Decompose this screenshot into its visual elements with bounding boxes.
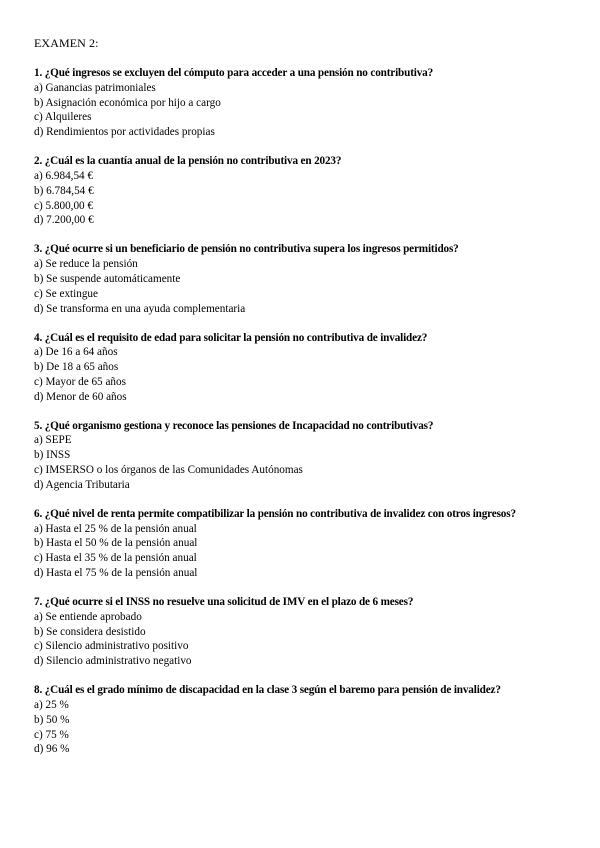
answer-option-a: a) Se entiende aprobado [34,610,142,623]
answer-option-b: b) Asignación económica por hijo a cargo [34,96,221,109]
answer-option-a: a) SEPE [34,434,72,447]
answer-option-d: d) Agencia Tributaria [34,478,130,491]
answer-option-b: b) Se suspende automáticamente [34,272,181,285]
question-list [34,66,574,757]
question-title: 1. ¿Qué ingresos se excluyen del cómputo para acceder a una pensión no contributiva? [34,67,434,79]
answer-option-c: c) Hasta el 35 % de la pensión anual [34,552,197,565]
answer-option-b: b) 6.784,54 € [34,184,94,197]
answer-option-a: a) 25 % [34,699,69,711]
answer-option-c: c) Se extingue [34,287,98,300]
answer-option-d: d) 96 % [34,743,70,756]
answer-option-d: d) Silencio administrativo negativo [34,655,192,668]
question-1 [34,66,574,140]
question-title: 8. ¿Cuál es el grado mínimo de discapacidad en la clase 3 según el baremo para pensión de invalidez? [34,684,501,697]
answer-option-c: c) Alquileres [34,111,92,124]
answer-option-d: d) 7.200,00 € [34,214,94,227]
answer-option-b: b) De 18 a 65 años [34,361,119,374]
answer-option-a: a) 6.984,54 € [34,169,94,182]
answer-option-a: a) Se reduce la pensión [34,258,138,271]
answer-option-c: c) Mayor de 65 años [34,375,126,388]
answer-option-c: c) Silencio administrativo positivo [34,640,189,653]
answer-option-d: d) Se transforma en una ayuda complementaria [34,302,246,315]
question-title: 7. ¿Qué ocurre si el INSS no resuelve una solicitud de IMV en el plazo de 6 meses? [34,596,414,609]
question-7 [34,595,574,669]
answer-option-c: c) 5.800,00 € [34,199,94,212]
answer-option-b: b) INSS [34,449,71,462]
question-4 [34,331,574,405]
answer-option-a: a) De 16 a 64 años [34,346,118,359]
answer-option-d: d) Rendimientos por actividades propias [34,126,215,139]
answer-option-c: c) IMSERSO o los órganos de las Comunidades Autónomas [34,464,303,477]
question-title: 2. ¿Cuál es la cuantía anual de la pensión no contributiva en 2023? [34,155,342,168]
question-title: 5. ¿Qué organismo gestiona y reconoce las pensiones de Incapacidad no contributivas? [34,419,434,432]
answer-option-d: d) Menor de 60 años [34,390,127,403]
exam-title: EXAMEN 2: [34,36,99,50]
answer-option-c: c) 75 % [34,728,69,741]
answer-option-b: b) 50 % [34,713,70,726]
answer-option-b: b) Se considera desistido [34,625,146,638]
question-6 [34,507,574,581]
exam-document [34,36,574,771]
answer-option-b: b) Hasta el 50 % de la pensión anual [34,537,198,550]
answer-option-a: a) Hasta el 25 % de la pensión anual [34,522,197,535]
answer-option-a: a) Ganancias patrimoniales [34,81,156,94]
question-5 [34,419,574,493]
question-title: 4. ¿Cuál es el requisito de edad para solicitar la pensión no contributiva de invalidez? [34,331,428,344]
answer-option-d: d) Hasta el 75 % de la pensión anual [34,567,198,580]
question-title: 3. ¿Qué ocurre si un beneficiario de pensión no contributiva supera los ingresos permitidos? [34,243,459,256]
question-3 [34,242,574,316]
question-title: 6. ¿Qué nivel de renta permite compatibilizar la pensión no contributiva de invalidez con otros ingresos? [34,507,516,520]
question-2 [34,154,574,228]
question-8 [34,683,574,757]
